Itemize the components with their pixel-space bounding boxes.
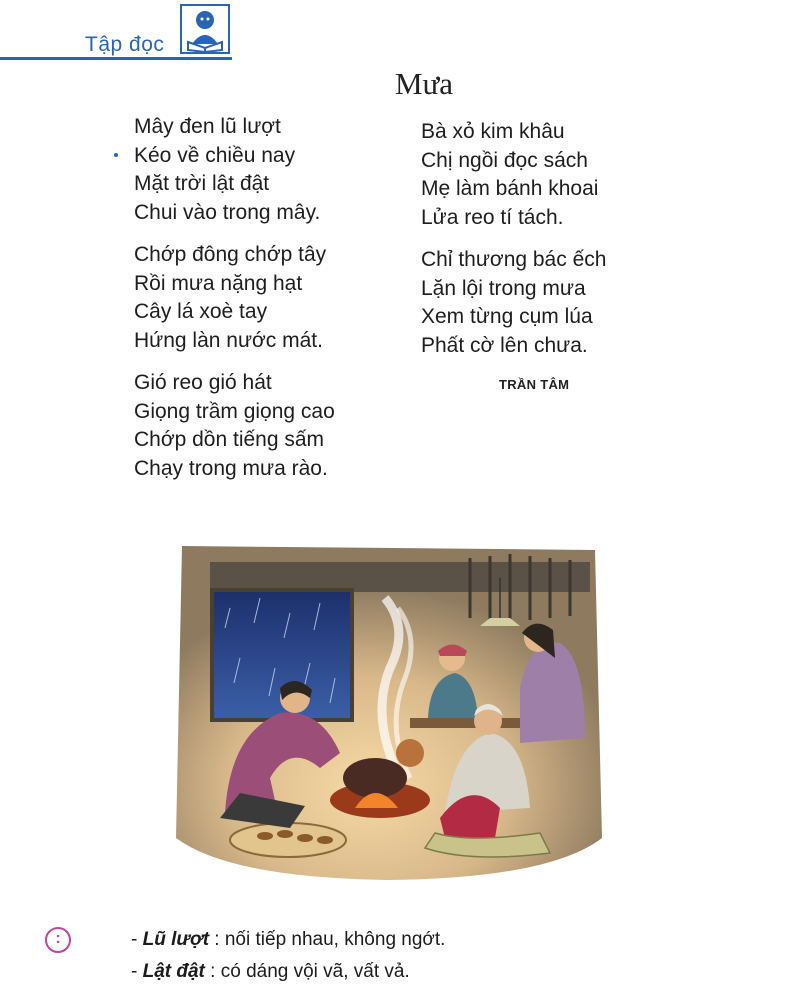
line-marker-dot xyxy=(114,153,118,157)
section-header xyxy=(0,0,808,70)
poem-right-column xyxy=(421,118,711,374)
glossary-term: Lũ lượt xyxy=(142,929,210,950)
header-rule xyxy=(0,57,232,60)
poem-line: Chớp dồn tiếng sấm xyxy=(134,428,325,451)
poem-line: Cây lá xoè tay xyxy=(134,300,268,323)
colon-circle-icon: : xyxy=(45,927,71,953)
poem-line: Chạy trong mưa rào. xyxy=(134,456,328,480)
poem-line: Mây đen lũ lượt xyxy=(134,115,281,138)
poem-line: Hứng làn nước mát. xyxy=(134,328,323,352)
glossary-entry xyxy=(131,961,410,983)
poem-line: Gió reo gió hát xyxy=(134,371,272,394)
reading-child-icon xyxy=(180,4,230,54)
glossary-prefix: - xyxy=(131,961,143,982)
poem-line: Chớp đông chớp tây xyxy=(134,243,327,266)
stanza xyxy=(421,118,711,232)
glossary xyxy=(0,915,808,1000)
glossary-definition: : có dáng vội vã, vất vả. xyxy=(204,961,410,982)
stanza xyxy=(134,113,424,227)
family-rain-illustration xyxy=(170,538,610,883)
glossary-term: Lật đật xyxy=(142,961,205,982)
glossary-entry xyxy=(131,929,445,951)
poem-line: Lửa reo tí tách. xyxy=(421,205,564,229)
poem-author: TRẦN TÂM xyxy=(499,377,570,392)
poem-line: Chui vào trong mây. xyxy=(134,200,321,224)
poem-line: Phất cờ lên chưa. xyxy=(421,333,588,357)
poem-line: Chị ngồi đọc sách xyxy=(421,148,588,172)
poem-left-column xyxy=(134,113,424,497)
stanza xyxy=(134,241,424,355)
poem-line: Rồi mưa nặng hạt xyxy=(134,271,303,295)
poem-title: Mưa xyxy=(394,66,454,101)
section-label: Tập đọc xyxy=(85,33,165,56)
poem-line: Kéo về chiều nay xyxy=(134,143,296,167)
poem-line: Mặt trời lật đật xyxy=(134,172,270,195)
poem-line: Chỉ thương bác ếch xyxy=(421,248,607,271)
poem-line: Lặn lội trong mưa xyxy=(421,276,586,300)
poem-line: Giọng trầm giọng cao xyxy=(134,399,335,423)
stanza xyxy=(421,246,711,360)
glossary-definition: : nối tiếp nhau, không ngớt. xyxy=(209,929,446,950)
poem-line: Bà xỏ kim khâu xyxy=(421,120,565,143)
glossary-prefix: - xyxy=(131,929,143,950)
stanza xyxy=(134,369,424,483)
poem-line: Xem từng cụm lúa xyxy=(421,305,593,328)
poem-line: Mẹ làm bánh khoai xyxy=(421,177,599,200)
